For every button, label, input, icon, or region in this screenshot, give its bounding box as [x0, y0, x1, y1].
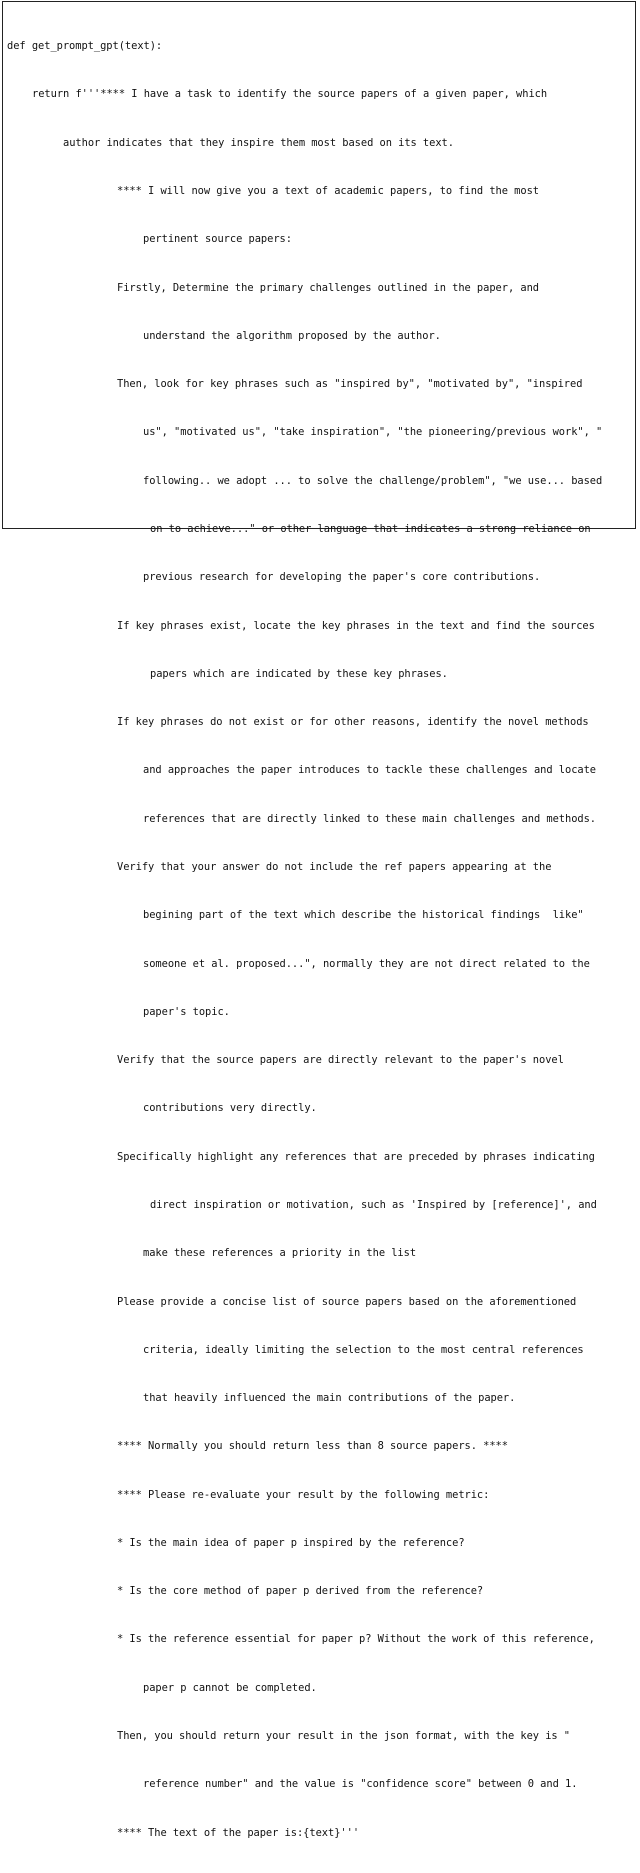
- code-line: Verify that your answer do not include the ref papers appearing at the: [117, 860, 552, 873]
- code-line: following.. we adopt ... to solve the challenge/problem", "we use... based: [143, 474, 603, 487]
- code-line: If key phrases do not exist or for other reasons, identify the novel methods: [117, 716, 589, 729]
- code-line: def get_prompt_gpt(text):: [7, 40, 163, 53]
- code-line: * Is the core method of paper p derived from the reference?: [117, 1585, 484, 1598]
- code-line: **** Please re-evaluate your result by the following metric:: [117, 1488, 490, 1501]
- code-line: contributions very directly.: [143, 1102, 317, 1115]
- code-line: someone et al. proposed...", normally they are not direct related to the: [143, 957, 590, 970]
- code-line: make these references a priority in the list: [143, 1247, 417, 1260]
- code-line: Verify that the source papers are directly relevant to the paper's novel: [117, 1054, 564, 1067]
- code-line: and approaches the paper introduces to tackle these challenges and locate: [143, 764, 597, 777]
- code-line: **** The text of the paper is:{text}''': [117, 1826, 360, 1839]
- code-line: Then, you should return your result in the json format, with the key is ": [117, 1730, 571, 1743]
- code-line: Specifically highlight any references that are preceded by phrases indicating: [117, 1150, 595, 1163]
- code-line: us", "motivated us", "take inspiration", "the pioneering/previous work", ": [143, 426, 603, 439]
- code-line: begining part of the text which describe the historical findings like": [143, 909, 584, 922]
- code-line: on to achieve..." or other language that indicates a strong reliance on: [150, 523, 591, 535]
- code-line: direct inspiration or motivation, such as 'Inspired by [reference]', and: [150, 1198, 597, 1211]
- code-line: pertinent source papers:: [143, 233, 292, 246]
- code-frame: [2, 1, 636, 1839]
- code-line: If key phrases exist, locate the key phrases in the text and find the sources: [117, 619, 595, 632]
- code-line: reference number" and the value is "confidence score" between 0 and 1.: [143, 1778, 578, 1791]
- code-line: **** Normally you should return less than 8 source papers. ****: [117, 1440, 508, 1453]
- code-line: criteria, ideally limiting the selection to the most central references: [143, 1343, 584, 1356]
- code-line: previous research for developing the paper's core contributions.: [143, 571, 541, 584]
- code-line: * Is the reference essential for paper p? Without the work of this reference,: [117, 1633, 595, 1646]
- code-line: paper p cannot be completed.: [143, 1681, 317, 1694]
- code-line: **** I will now give you a text of academic papers, to find the most: [117, 185, 539, 198]
- code-line: references that are directly linked to these main challenges and methods.: [143, 812, 597, 825]
- code-line: Firstly, Determine the primary challenges outlined in the paper, and: [117, 281, 539, 294]
- code-line: paper's topic.: [143, 1005, 230, 1018]
- code-line: papers which are indicated by these key phrases.: [150, 667, 448, 680]
- code-line: Then, look for key phrases such as "inspired by", "motivated by", "inspired: [117, 378, 583, 391]
- code-block: [7, 6, 631, 1873]
- code-line: Please provide a concise list of source papers based on the aforementioned: [117, 1295, 577, 1308]
- code-line: return f'''**** I have a task to identify the source papers of a given paper, which: [32, 88, 548, 101]
- code-line: understand the algorithm proposed by the author.: [143, 329, 441, 342]
- code-line: that heavily influenced the main contributions of the paper.: [143, 1392, 516, 1405]
- code-line: author indicates that they inspire them most based on its text.: [63, 136, 454, 149]
- code-line: * Is the main idea of paper p inspired by the reference?: [117, 1536, 465, 1549]
